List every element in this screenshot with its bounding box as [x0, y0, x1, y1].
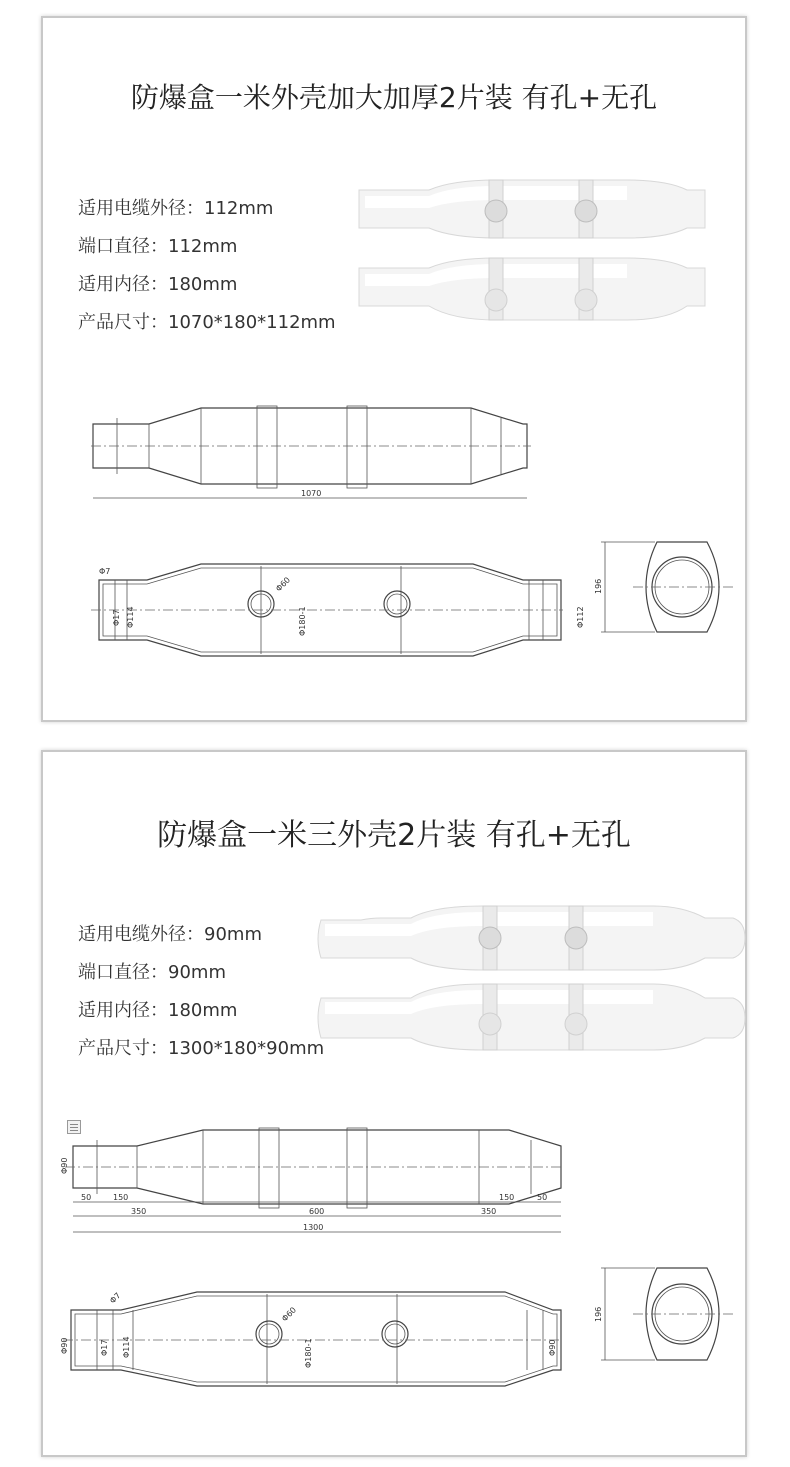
card-title: 防爆盒一米外壳加大加厚2片装 有孔+无孔 [130, 81, 658, 114]
shell-without-holes [318, 984, 745, 1050]
dim-e-right: 350 [481, 1207, 497, 1216]
dim-total: 1300 [303, 1223, 324, 1232]
product-photo [357, 178, 707, 328]
product-card-2 [41, 750, 747, 1457]
dim-port-left: Φ90 [60, 1337, 69, 1354]
dim-height: 196 [594, 578, 603, 594]
spec-cable-diameter: 适用电缆外径：112mm [78, 198, 274, 219]
card-title: 防爆盒一米三外壳2片装 有孔+无孔 [157, 818, 631, 853]
product-photo [313, 904, 747, 1054]
dim-bolt-hole: Φ7 [99, 567, 111, 576]
spec-list [78, 190, 336, 342]
spec-port-diameter: 端口直径：112mm [78, 236, 238, 257]
spec-inner-diameter: 适用内径：180mm [78, 1000, 238, 1021]
dim-inner: Φ180-1 [304, 1338, 313, 1368]
spec-inner-diameter: 适用内径：180mm [78, 274, 238, 295]
shell-with-holes [359, 180, 705, 238]
end-view-drawing [595, 534, 745, 644]
spec-product-size: 产品尺寸：1300*180*90mm [78, 1038, 325, 1059]
spec-cable-diameter: 适用电缆外径：90mm [78, 924, 262, 945]
spec-product-size: 产品尺寸：1070*180*112mm [78, 312, 336, 333]
dim-d1: Φ17 [100, 1339, 109, 1356]
section-view-drawing [61, 1284, 561, 1394]
section-view-drawing [91, 556, 585, 666]
dim-d2: Φ114 [126, 606, 135, 628]
dim-port-right: Φ90 [548, 1339, 557, 1356]
dim-d2: Φ114 [122, 1336, 131, 1358]
dim-height: 196 [594, 1306, 603, 1322]
dim-inner: Φ180-1 [298, 606, 307, 636]
product-card-1 [41, 16, 747, 722]
side-view-drawing [61, 1124, 561, 1244]
shell-without-holes [359, 258, 705, 320]
dim-port: Φ90 [60, 1157, 69, 1174]
spec-list [78, 916, 324, 1068]
dim-b-right: 150 [499, 1193, 515, 1202]
dim-a-right: 50 [537, 1193, 548, 1202]
dim-a: 50 [81, 1193, 92, 1202]
dim-hole: Φ60 [274, 575, 293, 594]
dim-bolt-hole: Φ7 [108, 1290, 123, 1306]
dim-b: 150 [113, 1193, 129, 1202]
dim-d1: Φ17 [112, 609, 121, 626]
spec-port-diameter: 端口直径：90mm [78, 962, 226, 983]
end-view-drawing [595, 1260, 745, 1370]
dim-e: 350 [131, 1207, 147, 1216]
side-view-drawing [91, 406, 551, 506]
dim-c: 600 [309, 1207, 325, 1216]
dim-length: 1070 [301, 489, 322, 498]
dim-hole: Φ60 [280, 1305, 299, 1324]
shell-with-holes [318, 906, 745, 970]
dim-port: Φ112 [576, 606, 585, 628]
